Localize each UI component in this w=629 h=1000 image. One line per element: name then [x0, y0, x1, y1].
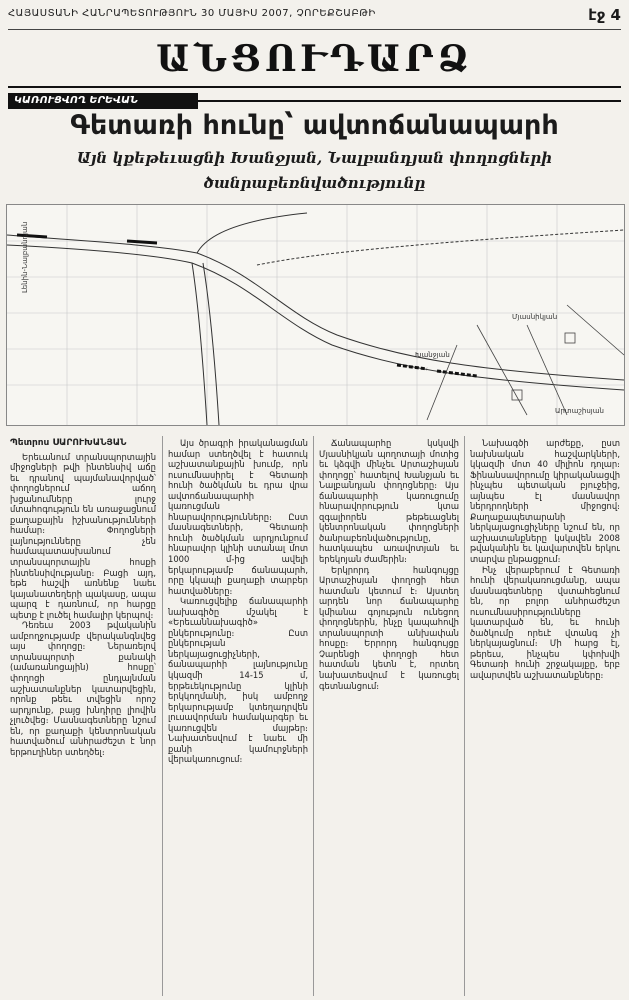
paragraph: Ինչ վերաբերում է Գետառի հունի վերակառուցմանը, ապա մասնագետները վստահեցնում են, որ բոլոր անհրաժեշտ ուսումնասիրությունները կատարված են, եւ հունի ծածկումը որեւէ վտանգ չի ներկայացնում։ Մի հարց էլ, թերեւս, ինչպես կփոխվի Գետառի հունի շրջակայքը, երբ ավարտվեն աշխատանքները։ — [470, 564, 620, 681]
paragraph: Կառուցվելիք ճանապարհի նախագիծը մշակել է «Երեւաննախագիծ» ընկերությունը։ Ըստ ընկերության ներկայացուցիչների, ճանապարհի լայնությունը կկազմի 14-15 մ, երթեւեկությունը կլինի երկկողմանի, իսկ ամբողջ երկարությամբ կտեղադրվեն լուսավորման համակարգեր եւ կառուցվեն մայթեր։ Նախատեսվում է նաեւ մի քանի կամուրջների վերակառուցում։ — [168, 596, 308, 765]
rubric-label: ԿԱՌՈՒՑՎՈՂ ԵՐԵՎԱՆ — [8, 93, 198, 109]
map-label-khanjyan: Խանջյան — [415, 351, 450, 359]
header-rule — [8, 29, 621, 30]
paragraph: Այս ծրագրի իրականացման համար ստեղծվել է հատուկ աշխատանքային խումբ, որն ուսումնասիրել է Գետառի հունի ծածկման եւ դրա վրա ավտոճանապարհի կառուցման հնարավորությունները։ Ըստ մասնագետների, Գետառի հունի ծածկման արդյունքում հնարավոր կլինի ստանալ մոտ 1000 մ-ից ավելի երկարությամբ ճանապարհ, որը կկապի քաղաքի տարբեր հատվածները։ — [168, 438, 308, 596]
page-number: էջ 4 — [588, 6, 621, 24]
paragraph: Երեւանում տրանսպորտային միջոցների թվի ինտենսիվ աճը եւ դրանով պայմանավորված՝ փողոցներում աճող խցանումները լուրջ մտահոգություն են առաջացնում քաղաքային իշխանությունների համար։ Փողոցների լայնությունները չեն համապատասխանում տրանսպորտային հոսքի ինտենսիվությանը։ Բացի այդ, եթե հաշվի առնենք նաեւ կայանատեղերի պակասը, ապա պարզ է դառնում, որ հարցը պետք է լուծել համալիր կերպով։ — [10, 451, 156, 620]
byline: Պետրոս ՍԱՐՈՒԽԱՆՅԱՆ — [10, 438, 127, 448]
road-plan-map — [6, 204, 625, 426]
article-title: Գետառի հունը՝ ավտոճանապարհ — [70, 110, 559, 141]
map-label-myasnikyan: Մյասնիկյան — [512, 313, 558, 321]
newspaper-date-line: ՀԱՅԱՍՏԱՆԻ ՀԱՆՐԱՊԵՏՈՒԹՅՈՒՆ 30 ՄԱՅԻՍ 2007, ՉՈՐԵՔՇԱԲԹԻ — [8, 8, 376, 19]
article-column-1 — [10, 438, 156, 998]
paragraph: Նախագծի արժեքը, ըստ նախնական հաշվարկների, կկազմի մոտ 40 միլիոն դոլար։ Ֆինանսավորումը կիրականացվի ինչպես պետական բյուջեից, այնպես էլ մասնավոր ներդրողների միջոցով։ Քաղաքապետարանի ներկայացուցիչները նշում են, որ աշխատանքները կսկսվեն 2008 թվականին եւ կավարտվեն երկու տարվա ընթացքում։ — [470, 438, 620, 565]
article-column-4 — [470, 438, 620, 998]
map-label-lenin: Լենին-Նալբանդյան — [21, 221, 29, 293]
section-title: ԱՆՑՈՒԴԱՐՁ — [156, 38, 473, 80]
paragraph: Երկրորդ հանգույցը Արտաշիսյան փողոցի հետ հատման կետում է։ Այստեղ արդեն նոր ճանապարհը կմիանա գոյություն ունեցող փողոցներին, ինչը կապահովի տրանսպորտի անխափան հոսքը։ Երրորդ հանգույցը Չարենցի փողոցի հետ հատման կետն է, որտեղ նախատեսվում է կառուցել գետնանցում։ — [319, 564, 459, 691]
article-subtitle-line1: Այն կքեթեւացնի Խանջյան, Նալբանդյան փողոցների — [76, 149, 553, 167]
section-rule — [8, 86, 621, 88]
column-divider — [313, 436, 314, 996]
column-divider — [464, 436, 465, 996]
article-column-2 — [168, 438, 308, 998]
article-column-3 — [319, 438, 459, 998]
paragraph: Դեռեւս 2003 թվականին ամբողջությամբ վերականգնվեց այս փողոցը։ Ներառելով տրանսպորտի քանակի (ամառանոցային) հոսքը՝ փողոցի ընդլայնման աշխատանքներ կատարվեցին, որոնք թեեւ տվեցին որոշ արդյունք, բայց խնդիրը լիովին չլուծվեց։ Մասնագետները նշում են, որ քաղաքի կենտրոնական հատվածում անհրաժեշտ է նոր երթուղիներ ստեղծել։ — [10, 620, 156, 757]
column-divider — [162, 436, 163, 996]
road-plan-drawing — [7, 205, 624, 425]
page-header — [8, 6, 621, 28]
map-label-artashisyan: Արտաշիսյան — [555, 407, 604, 415]
side-streets — [427, 305, 624, 420]
rubric-line — [198, 100, 621, 102]
article-subtitle-line2: ծանրաբեռնվածությունը — [203, 174, 426, 192]
paragraph: Ճանապարհը կսկսվի Մյասնիկյան պողոտայի մոտից եւ կձգվի մինչեւ Արտաշիսյան փողոցը՝ հատելով Խանջյան եւ Նալբանդյան փողոցները։ Այս ճանապարհի կառուցումը հնարավորություն կտա զգալիորեն թեթեւացնել կենտրոնական փողոցների ծանրաբեռնվածությունը, հատկապես առավոտյան եւ երեկոյան ժամերին։ — [319, 438, 459, 565]
